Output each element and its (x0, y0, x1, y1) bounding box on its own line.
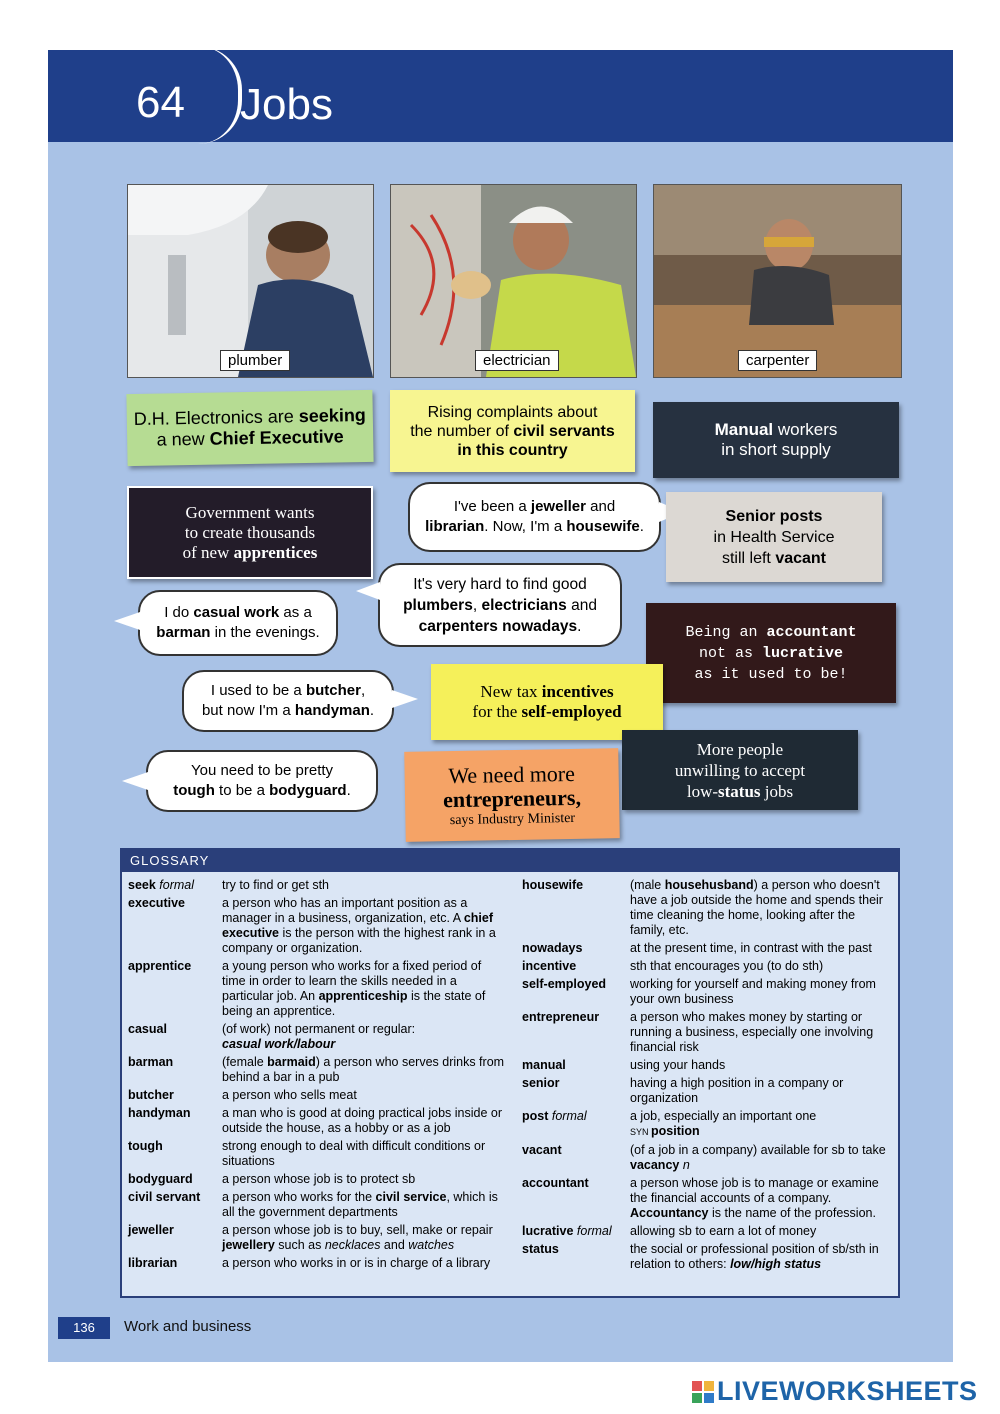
glossary-term: jeweller (128, 1223, 174, 1237)
bubble-tail (114, 612, 140, 630)
glossary-definition: try to find or get sth (222, 878, 329, 892)
glossary-definition: a person who sells meat (222, 1088, 357, 1102)
glossary-term: bodyguard (128, 1172, 193, 1186)
glossary-definition: a person who works in or is in charge of a library (222, 1256, 491, 1270)
glossary-entry (522, 878, 892, 938)
glossary-right-column (522, 878, 892, 1275)
glossary-entry (128, 1190, 508, 1220)
glossary-entry (522, 977, 892, 1007)
glossary-entry (522, 1176, 892, 1221)
glossary-definition: using your hands (630, 1058, 726, 1072)
glossary-term: post formal (522, 1109, 587, 1123)
glossary-definition: a person who makes money by starting or running a business, especially one involving financial risk (630, 1010, 874, 1054)
glossary-box (120, 848, 900, 1298)
glossary-definition: a young person who works for a fixed period of time in order to learn the skills needed in a particular job. An apprenticeship is the state of being an apprentice. (222, 959, 486, 1018)
brand-logo (692, 1376, 978, 1407)
glossary-term: self-employed (522, 977, 607, 991)
glossary-definition: (of a job in a company) available for sb to take vacancy n (630, 1143, 886, 1172)
glossary-term: handyman (128, 1106, 191, 1120)
bubble-tail (122, 772, 148, 790)
textbook-page (48, 50, 953, 1362)
glossary-entry (128, 1223, 508, 1253)
glossary-entry (522, 1242, 892, 1272)
glossary-entry (128, 896, 508, 956)
glossary-term: entrepreneur (522, 1010, 600, 1024)
glossary-term: accountant (522, 1176, 589, 1190)
headline-entrepreneurs: We need more entrepreneurs, says Industry Minister (404, 748, 620, 842)
photo-label-carpenter: carpenter (738, 350, 817, 371)
glossary-heading: GLOSSARY (122, 850, 898, 872)
glossary-term: seek formal (128, 878, 195, 892)
glossary-term: librarian (128, 1256, 178, 1270)
glossary-term: tough (128, 1139, 163, 1153)
glossary-entry (128, 1256, 508, 1271)
photo-plumber (127, 184, 374, 378)
glossary-definition: a person who has an important position as a manager in a business, organization, etc. A chief executive is the person with the highest rank in a company or organization. (222, 896, 496, 955)
glossary-entry (128, 878, 508, 893)
glossary-entry (522, 941, 892, 956)
page-number: 136 (58, 1317, 110, 1339)
section-title: Work and business (124, 1318, 252, 1335)
photo-label-electrician: electrician (475, 350, 559, 371)
speech-bubble-bodyguard: You need to be pretty tough to be a bodyguard. (146, 750, 378, 812)
glossary-term: status (522, 1242, 559, 1256)
glossary-left-column (128, 878, 508, 1274)
glossary-entry (128, 1106, 508, 1136)
glossary-definition: a person whose job is to buy, sell, make or repair jewellery such as necklaces and watches (222, 1223, 493, 1252)
glossary-entry (128, 1139, 508, 1169)
glossary-entry (522, 1224, 892, 1239)
glossary-entry (128, 1088, 508, 1103)
headline-apprentices: Government wants to create thousands of new apprentices (127, 486, 373, 579)
glossary-definition: (of work) not permanent or regular: casual work/labour (222, 1022, 416, 1051)
headline-manual-workers: Manual workers in short supply (653, 402, 899, 478)
glossary-entry (128, 959, 508, 1019)
headline-accountant: Being an accountant not as lucrative as it used to be! (646, 603, 896, 703)
glossary-term: executive (128, 896, 185, 910)
glossary-term: lucrative formal (522, 1224, 612, 1238)
header-bracket (198, 46, 242, 144)
bubble-tail (356, 582, 380, 600)
glossary-entry (522, 1109, 892, 1140)
unit-number: 64 (136, 78, 185, 127)
glossary-entry (522, 1010, 892, 1055)
glossary-definition: (female barmaid) a person who serves drinks from behind a bar in a pub (222, 1055, 505, 1084)
speech-bubble-housewife: I've been a jeweller and librarian. Now, I'm a housewife. (408, 482, 661, 552)
glossary-definition: strong enough to deal with difficult conditions or situations (222, 1139, 486, 1168)
glossary-definition: at the present time, in contrast with the past (630, 941, 872, 955)
glossary-term: senior (522, 1076, 560, 1090)
glossary-definition: sth that encourages you (to do sth) (630, 959, 824, 973)
glossary-entry (128, 1022, 508, 1052)
glossary-entry (128, 1055, 508, 1085)
photo-electrician (390, 184, 637, 378)
glossary-entry (128, 1172, 508, 1187)
glossary-term: nowadays (522, 941, 583, 955)
headline-incentives: New tax incentives for the self-employed (431, 664, 663, 740)
glossary-term: apprentice (128, 959, 192, 973)
speech-bubble-handyman: I used to be a butcher, but now I'm a handyman. (182, 670, 394, 732)
glossary-term: incentive (522, 959, 577, 973)
glossary-definition: a person whose job is to protect sb (222, 1172, 416, 1186)
glossary-term: barman (128, 1055, 174, 1069)
glossary-entry (522, 1058, 892, 1073)
headline-senior-posts: Senior posts in Health Service still left vacant (666, 492, 882, 582)
glossary-term: housewife (522, 878, 584, 892)
glossary-term: vacant (522, 1143, 562, 1157)
headline-civil-servants: Rising complaints about the number of civil servants in this country (390, 390, 635, 472)
unit-title: Jobs (240, 80, 333, 129)
glossary-term: butcher (128, 1088, 174, 1102)
glossary-term: manual (522, 1058, 566, 1072)
glossary-definition: a job, especially an important one SYN position (630, 1109, 817, 1138)
glossary-term: casual (128, 1022, 167, 1036)
glossary-definition: the social or professional position of sb/sth in relation to others: low/high status (630, 1242, 879, 1271)
photo-label-plumber: plumber (220, 350, 290, 371)
glossary-entry (522, 1143, 892, 1173)
glossary-definition: a man who is good at doing practical jobs inside or outside the house, as a hobby or as a job (222, 1106, 503, 1135)
glossary-definition: (male househusband) a person who doesn't have a job outside the home and spends their time cleaning the home, looking after the family, etc. (630, 878, 883, 937)
glossary-definition: allowing sb to earn a lot of money (630, 1224, 817, 1238)
glossary-definition: working for yourself and making money from your own business (630, 977, 876, 1006)
glossary-definition: a person whose job is to manage or examine the financial accounts of a company. Accountancy is the name of the profession. (630, 1176, 879, 1220)
glossary-definition: a person who works for the civil service, which is all the government departments (222, 1190, 498, 1219)
glossary-entry (522, 1076, 892, 1106)
speech-bubble-barman: I do casual work as a barman in the evenings. (138, 590, 338, 656)
glossary-definition: having a high position in a company or organization (630, 1076, 844, 1105)
bubble-tail (392, 690, 418, 708)
brand-name: LIVEWORKSHEETS (717, 1376, 978, 1406)
grid-logo-icon (692, 1381, 714, 1403)
headline-low-status: More people unwilling to accept low-status jobs (622, 730, 858, 810)
speech-bubble-plumbers: It's very hard to find good plumbers, electricians and carpenters nowadays. (378, 563, 622, 647)
photo-carpenter (653, 184, 902, 378)
headline-chief-executive: D.H. Electronics are seeking a new Chief Executive (126, 390, 373, 466)
unit-header (48, 50, 953, 142)
glossary-entry (522, 959, 892, 974)
glossary-term: civil servant (128, 1190, 201, 1204)
